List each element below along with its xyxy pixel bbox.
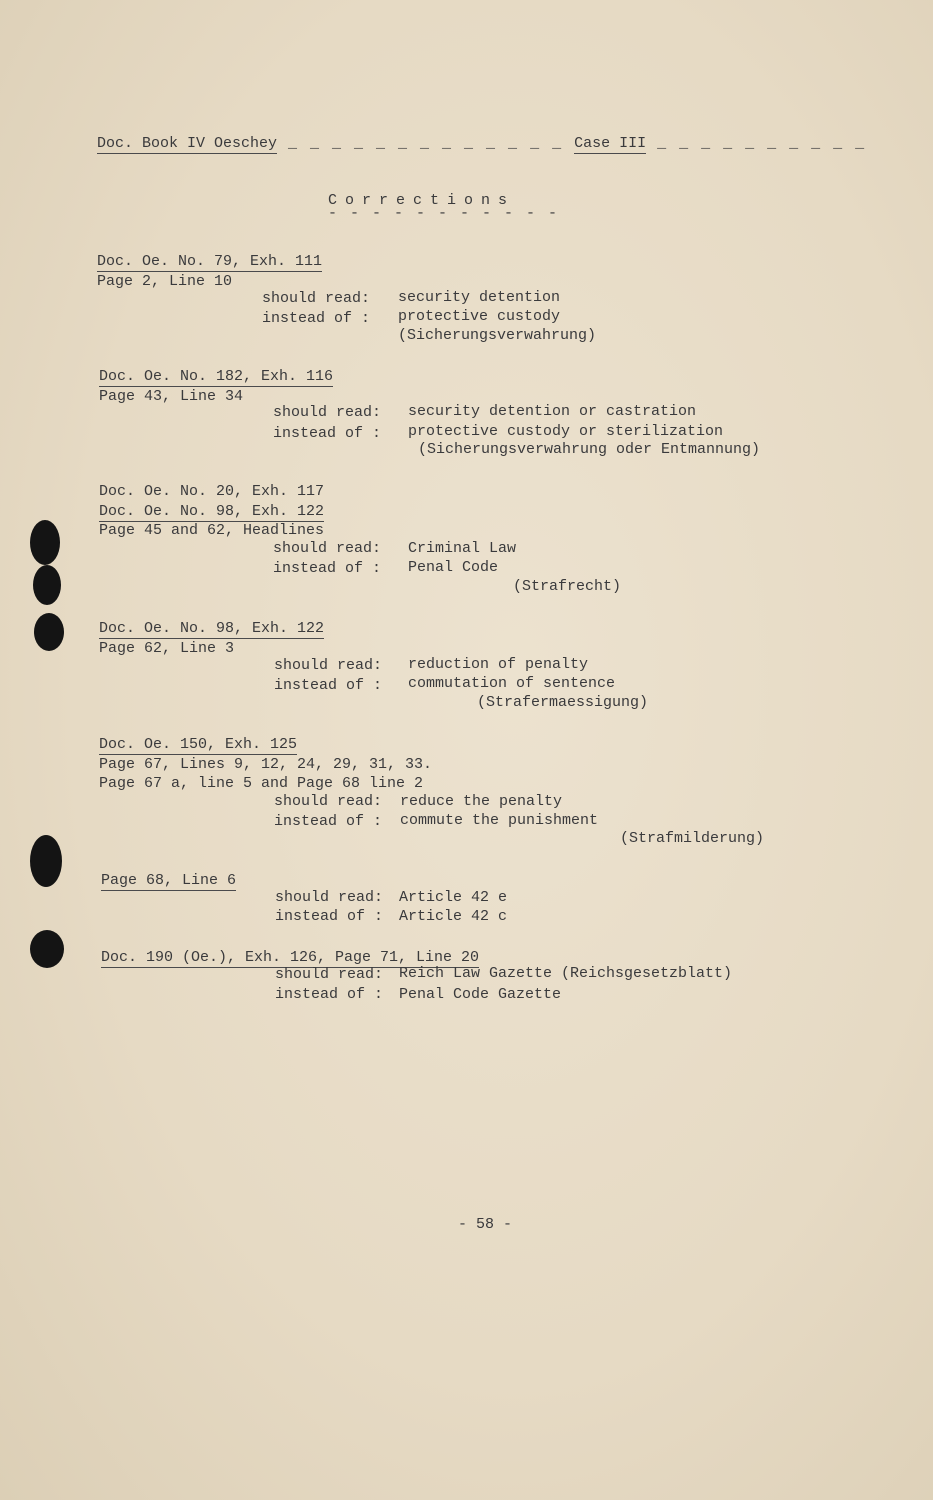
should-read-label: should read: bbox=[274, 657, 383, 674]
german-term: (Strafmilderung) bbox=[620, 830, 765, 847]
page-reference: Page 68, Line 6 bbox=[101, 872, 237, 889]
should-read-text: Article 42 e bbox=[399, 889, 508, 906]
page-number: - 58 - bbox=[458, 1216, 513, 1233]
instead-of-text: commutation of sentence bbox=[408, 675, 616, 692]
instead-of-label: instead of : bbox=[275, 986, 384, 1003]
should-read-text: reduction of penalty bbox=[408, 656, 589, 673]
title-underline: - - - - - - - - - - - bbox=[328, 205, 560, 222]
instead-of-text: commute the punishment bbox=[400, 812, 599, 829]
should-read-text: Reich Law Gazette (Reichsgesetzblatt) bbox=[399, 965, 733, 982]
should-read-label: should read: bbox=[275, 889, 384, 906]
should-read-label: should read: bbox=[273, 540, 382, 557]
header-line: Doc. Book IV Oeschey _ _ _ _ _ _ _ _ _ _ _ _ _ Case III _ _ _ _ _ _ _ _ _ _ bbox=[97, 135, 867, 152]
page-reference: Page 2, Line 10 bbox=[97, 273, 233, 290]
doc-reference: Doc. Oe. No. 182, Exh. 116 bbox=[99, 368, 334, 385]
should-read-text: security detention bbox=[398, 289, 561, 306]
page-title: Corrections bbox=[328, 192, 516, 209]
page-reference: Page 43, Line 34 bbox=[99, 388, 244, 405]
instead-of-label: instead of : bbox=[274, 677, 383, 694]
instead-of-text: protective custody bbox=[398, 308, 561, 325]
doc-reference: Doc. Oe. 150, Exh. 125 bbox=[99, 736, 298, 753]
instead-of-label: instead of : bbox=[273, 425, 382, 442]
header-left: Doc. Book IV Oeschey bbox=[97, 135, 278, 152]
should-read-label: should read: bbox=[273, 404, 382, 421]
binder-hole bbox=[30, 520, 60, 565]
should-read-label: should read: bbox=[262, 290, 371, 307]
instead-of-label: instead of : bbox=[273, 560, 382, 577]
instead-of-text: Penal Code Gazette bbox=[399, 986, 562, 1003]
binder-hole bbox=[34, 613, 64, 651]
german-term: (Sicherungsverwahrung) bbox=[398, 327, 597, 344]
header-right: Case III bbox=[574, 135, 647, 152]
doc-reference: Doc. Oe. No. 98, Exh. 122 bbox=[99, 620, 325, 637]
page-reference: Page 45 and 62, Headlines bbox=[99, 522, 325, 539]
should-read-text: security detention or castration bbox=[408, 403, 697, 420]
german-term: (Sicherungsverwahrung oder Entmannung) bbox=[418, 441, 761, 458]
instead-of-label: instead of : bbox=[274, 813, 383, 830]
doc-reference: Doc. 190 (Oe.), Exh. 126, Page 71, Line 20 bbox=[101, 949, 480, 966]
page-reference: Page 62, Line 3 bbox=[99, 640, 235, 657]
should-read-text: reduce the penalty bbox=[400, 793, 563, 810]
binder-hole bbox=[30, 835, 62, 887]
german-term: (Strafrecht) bbox=[513, 578, 622, 595]
binder-hole bbox=[30, 930, 64, 968]
german-term: (Strafermaessigung) bbox=[477, 694, 649, 711]
instead-of-text: protective custody or sterilization bbox=[408, 423, 724, 440]
instead-of-text: Article 42 c bbox=[399, 908, 508, 925]
should-read-text: Criminal Law bbox=[408, 540, 517, 557]
doc-reference: Doc. Oe. No. 98, Exh. 122 bbox=[99, 503, 325, 520]
instead-of-text: Penal Code bbox=[408, 559, 499, 576]
should-read-label: should read: bbox=[274, 793, 383, 810]
binder-hole bbox=[33, 565, 61, 605]
doc-reference: Doc. Oe. No. 20, Exh. 117 bbox=[99, 483, 325, 500]
doc-reference: Doc. Oe. No. 79, Exh. 111 bbox=[97, 253, 323, 270]
page-reference: Page 67 a, line 5 and Page 68 line 2 bbox=[99, 775, 424, 792]
should-read-label: should read: bbox=[275, 966, 384, 983]
instead-of-label: instead of : bbox=[275, 908, 384, 925]
page-reference: Page 67, Lines 9, 12, 24, 29, 31, 33. bbox=[99, 756, 433, 773]
instead-of-label: instead of : bbox=[262, 310, 371, 327]
